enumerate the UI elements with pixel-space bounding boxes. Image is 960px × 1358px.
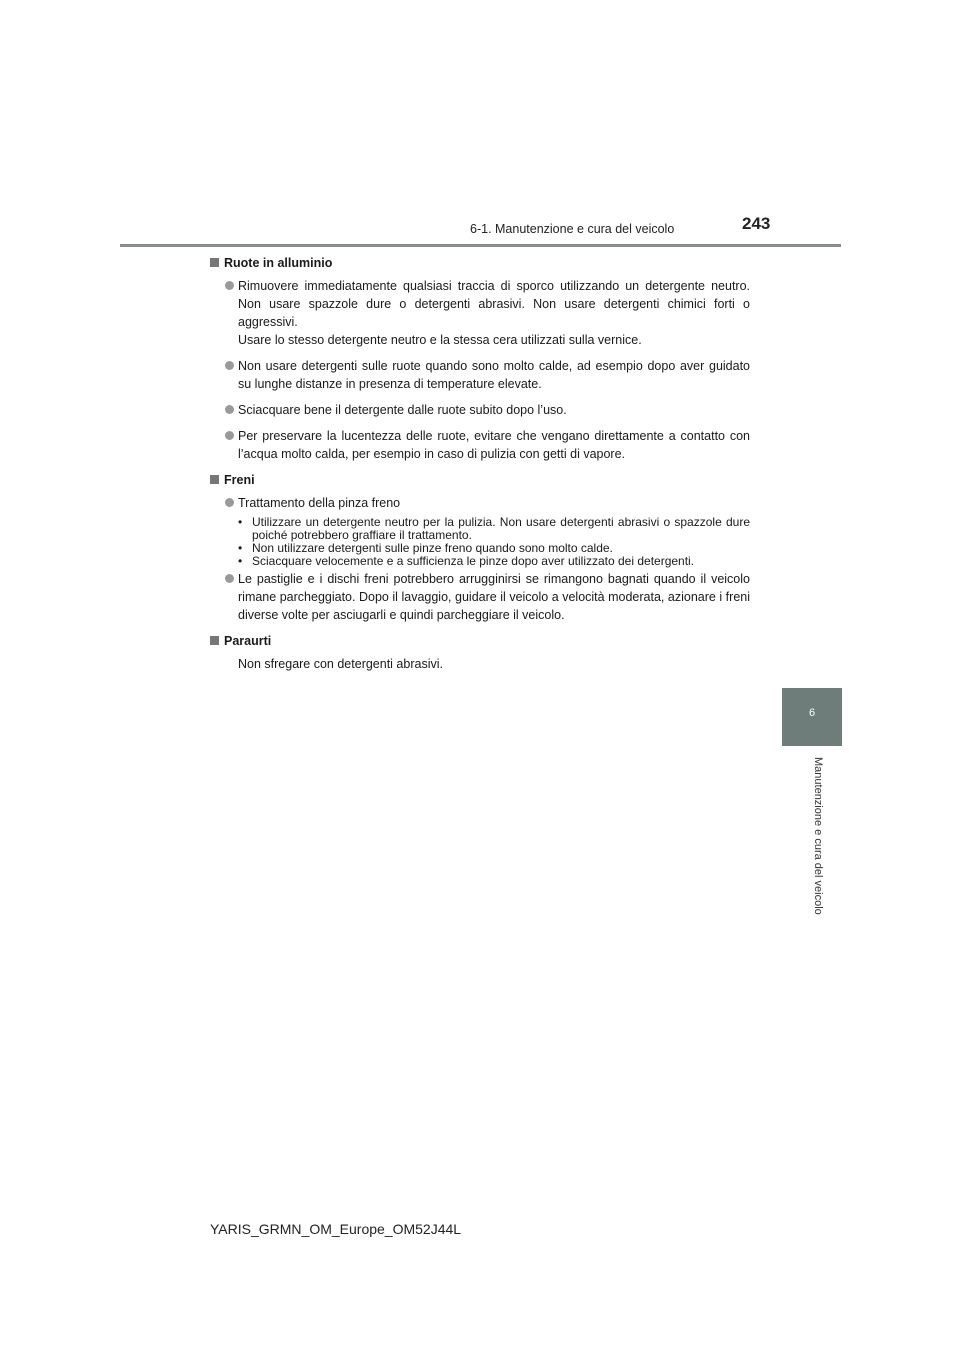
circle-bullet-icon	[225, 281, 234, 290]
circle-bullet-icon	[225, 431, 234, 440]
sub-bullet-mark: •	[238, 515, 243, 529]
sub-bullet-mark: •	[238, 541, 243, 555]
bullet-text: Sciacquare bene il detergente dalle ruote subito dopo l’uso.	[238, 403, 567, 417]
section-heading-wheels: Ruote in alluminio	[210, 254, 750, 272]
circle-bullet-icon	[225, 498, 234, 507]
square-bullet-icon	[210, 258, 219, 267]
sub-list-item: • Utilizzare un detergente neutro per la pulizia. Non usare detergenti abrasivi o spazzole dure poiché potrebbero graffiare il trattamento.	[238, 515, 750, 542]
section-heading-bumpers: Paraurti	[210, 632, 750, 650]
sub-bullet-mark: •	[238, 554, 243, 568]
sub-list	[210, 516, 750, 568]
chapter-number: 6	[808, 707, 816, 719]
circle-bullet-icon	[225, 361, 234, 370]
square-bullet-icon	[210, 475, 219, 484]
header-divider	[120, 244, 841, 247]
body-text: Non sfregare con detergenti abrasivi.	[238, 657, 443, 671]
chapter-tab	[782, 688, 842, 746]
list-item	[210, 277, 750, 349]
document-id-footer: YARIS_GRMN_OM_Europe_OM52J44L	[210, 1221, 462, 1237]
page-content	[210, 254, 750, 678]
section-heading-brakes: Freni	[210, 471, 750, 489]
list-item	[210, 401, 750, 419]
bullet-text: Trattamento della pinza freno	[238, 496, 401, 510]
list-item	[210, 570, 750, 624]
square-bullet-icon	[210, 636, 219, 645]
list-item	[210, 494, 750, 512]
list-item	[210, 427, 750, 463]
circle-bullet-icon	[225, 574, 234, 583]
circle-bullet-icon	[225, 405, 234, 414]
list-item	[210, 357, 750, 393]
bullet-text: Non usare detergenti sulle ruote quando sono molto calde, ad esempio dopo aver guidato su lunghe distanze in presenza di temperature elevate.	[238, 359, 750, 391]
running-header-section: 6-1. Manutenzione e cura del veicolo	[470, 222, 675, 236]
bullet-text: Le pastiglie e i dischi freni potrebbero arrugginirsi se rimangono bagnati quando il veicolo rimane parcheggiato. Dopo il lavaggio, guidare il veicolo a velocità moderata, azionare i freni diverse volte per asciugarli e quindi parcheggiare il veicolo.	[238, 572, 750, 622]
page-number: 243	[742, 214, 771, 233]
chapter-tab-label: Manutenzione e cura del veicolo	[812, 757, 824, 915]
sub-list-item: • Non utilizzare detergenti sulle pinze freno quando sono molto calde.	[238, 541, 613, 555]
bullet-text: Rimuovere immediatamente qualsiasi traccia di sporco utilizzando un detergente neutro. Non usare spazzole dure o detergenti abrasivi. Non usare detergenti chimici forti o aggressivi.	[238, 279, 750, 329]
bullet-text: Per preservare la lucentezza delle ruote, evitare che vengano direttamente a contatto con l’acqua molto calda, per esempio in caso di pulizia con getti di vapore.	[238, 429, 750, 461]
bullet-text: Usare lo stesso detergente neutro e la stessa cera utilizzati sulla vernice.	[238, 333, 642, 347]
sub-list-item: • Sciacquare velocemente e a sufficienza le pinze dopo aver utilizzato dei detergenti.	[238, 554, 695, 568]
